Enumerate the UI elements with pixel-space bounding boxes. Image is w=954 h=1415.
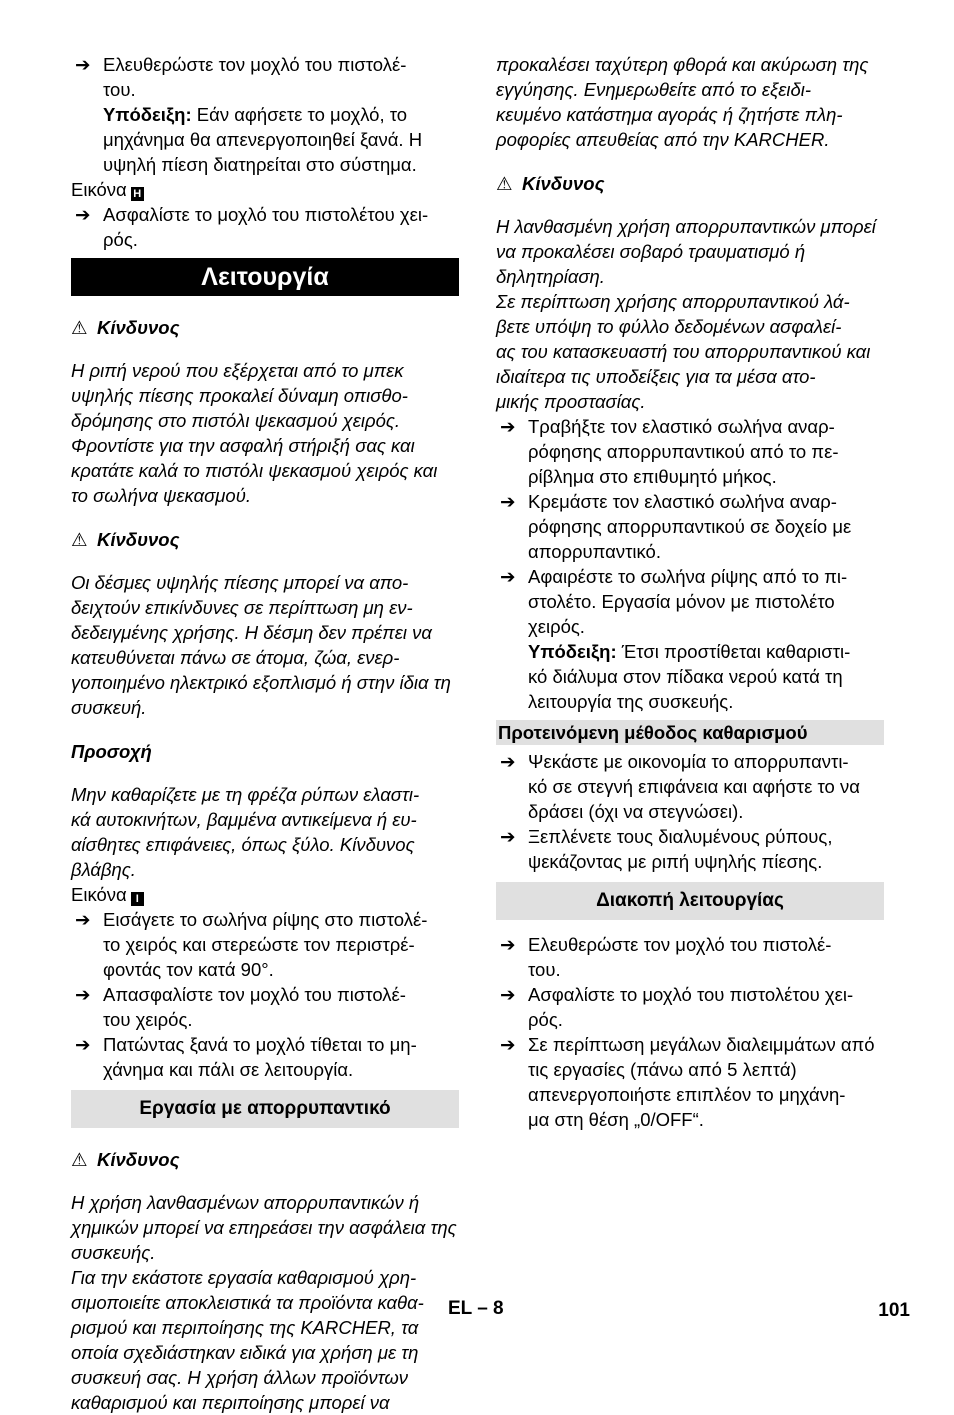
note: Υπόδειξη: Έτσι προστίθεται καθαριστι- κό διάλυμα στον πίδακα νερού κατά τη λειτουργία της συσκευής. [528, 641, 851, 712]
figure-ref: Εικόνα H [71, 177, 459, 202]
right-arrow-icon: ➔ [500, 416, 516, 437]
right-arrow-icon: ➔ [75, 54, 91, 75]
detergent-text: Για την εκάστοτε εργασία καθαρισμού χρη- σιμοποιείτε αποκλειστικά τα προϊόντα καθα- ρισμού και περιποίησης της KARCHER, τα οποία σχεδιάστηκαν ειδικά για χρήση με τη συσκευή σας. Η χρήση άλλων προϊόντων καθαρισμού και περιποίησης μπορεί να [71, 1267, 424, 1413]
section-heading-operation: Λειτουργία [71, 258, 459, 296]
list-item: ➔ Ελευθερώστε τον μοχλό του πιστολέ- του. [500, 934, 832, 980]
caution-heading: Προσοχή [71, 740, 152, 762]
list-item: ➔ Ξεπλένετε τους διαλυμένους ρύπους, ψεκάζοντας με ριπή υψηλής πίεσης. [500, 826, 833, 872]
section-heading-detergent: Εργασία με απορρυπαντικό [71, 1090, 459, 1128]
danger-text: Οι δέσμες υψηλής πίεσης μπορεί να απο- δειχτούν επικίνδυνες σε περίπτωση μη εν- δεδειγμένης χρήσης. Η δέσμη δεν πρέπει να κατευθύνεται πάνω σε άτομα, ζώα, ενερ- γοποιημένο ηλεκτρικό εξοπλισμό ή στην ίδια τη συσκευή. [71, 572, 451, 718]
section-heading-shutdown: Διακοπή λειτουργίας [496, 882, 884, 920]
right-arrow-icon: ➔ [500, 491, 516, 512]
right-arrow-icon: ➔ [500, 826, 516, 847]
right-arrow-icon: ➔ [500, 1034, 516, 1055]
right-arrow-icon: ➔ [500, 566, 516, 587]
list-item: ➔ Αφαιρέστε το σωλήνα ρίψης από το πι- στολέτο. Εργασία μόνον με πιστολέτο χειρός. [500, 566, 848, 637]
list-item: ➔ Τραβήξτε τον ελαστικό σωλήνα αναρ- ρόφησης απορρυπαντικού από το πε- ρίβλημα στο επιθυμητό μήκος. [500, 416, 839, 487]
danger-heading: ⚠ Κίνδυνος [496, 172, 605, 194]
page-number: 101 [878, 1300, 910, 1321]
danger-text: Η χρήση λανθασμένων απορρυπαντικών ή χημικών μπορεί να επηρεάσει την ασφάλεια της συσκευής. [71, 1192, 457, 1263]
note: Υπόδειξη: Εάν αφήσετε το μοχλό, το μηχάνημα θα απενεργοποιηθεί ξανά. Η υψηλή πίεση διατηρείται στο σύστημα. [103, 104, 423, 175]
danger-text: Η ριπή νερού που εξέρχεται από το μπεκ υψηλής πίεσης προκαλεί δύναμη οπισθο- δρόμησης στο πιστόλι ψεκασμού χειρός. Φροντίστε για την ασφαλή στήριξή σας και κρατάτε καλά το πιστόλι ψεκασμού χειρός και το σωλήνα ψεκασμού. [71, 360, 438, 506]
list-item: ➔ Σε περίπτωση μεγάλων διαλειμμάτων από τις εργασίες (πάνω από 5 λεπτά) απενεργοποιήστε επιπλέον το μηχάνη- μα στη θέση „0/OFF“. [500, 1034, 875, 1130]
caution-text: Μην καθαρίζετε με τη φρέζα ρύπων ελαστι- κά αυτοκινήτων, βαμμένα αντικείμενα ή ευ- αίσθητες επιφάνειες, όπως ξύλο. Κίνδυνος βλάβης. [71, 784, 420, 880]
list-item: ➔ Ψεκάστε με οικονομία το απορρυπαντι- κό σε στεγνή επιφάνεια και αφήστε το να δράσει (όχι να στεγνώσει). [500, 751, 860, 822]
figure-ref: Εικόνα I [71, 882, 459, 907]
list-item: ➔ Πατώντας ξανά το μοχλό τίθεται το μη- χάνημα και πάλι σε λειτουργία. [75, 1034, 417, 1080]
right-column [496, 52, 884, 1132]
msds-text: Σε περίπτωση χρήσης απορρυπαντικού λά- βετε υπόψη το φύλλο δεδομένων ασφαλεί- ας του κατασκευαστή του απορρυπαντικού και ιδιαίτερα τις υποδείξεις για τα μέσα ατο- μικής προστασίας. [496, 291, 871, 412]
right-arrow-icon: ➔ [75, 909, 91, 930]
left-column [71, 52, 459, 1415]
continued-text: προκαλέσει ταχύτερη φθορά και ακύρωση της εγγύησης. Ενημερωθείτε από το εξειδι- κευμένο κατάστημα αγοράς ή ζητήστε πλη- ροφορίες απευθείας από την KARCHER. [496, 54, 869, 150]
figure-ref-box: H [131, 187, 144, 201]
list-item: ➔ Εισάγετε το σωλήνα ρίψης στο πιστολέ- το χειρός και στερεώστε τον περιστρέ- φοντάς τον κατά 90°. [75, 909, 428, 980]
danger-text: Η λανθασμένη χρήση απορρυπαντικών μπορεί να προκαλέσει σοβαρό τραυματισμό ή δηλητηρίαση. [496, 216, 876, 287]
list-item: ➔ Ελευθερώστε τον μοχλό του πιστολέ- του. [75, 54, 407, 100]
right-arrow-icon: ➔ [75, 984, 91, 1005]
footer-language-page: EL – 8 [448, 1298, 504, 1319]
danger-heading: ⚠ Κίνδυνος [71, 316, 180, 338]
warning-triangle-icon: ⚠ [71, 528, 88, 550]
danger-heading: ⚠ Κίνδυνος [71, 1148, 180, 1170]
warning-triangle-icon: ⚠ [71, 1148, 88, 1170]
list-item: ➔ Ασφαλίστε το μοχλό του πιστολέτου χει- ρός. [75, 204, 429, 250]
danger-heading: ⚠ Κίνδυνος [71, 528, 180, 550]
right-arrow-icon: ➔ [500, 934, 516, 955]
list-item: ➔ Απασφαλίστε τον μοχλό του πιστολέ- του χειρός. [75, 984, 406, 1030]
list-item: ➔ Ασφαλίστε το μοχλό του πιστολέτου χει- ρός. [500, 984, 854, 1030]
figure-ref-box: I [131, 892, 144, 906]
section-heading-method: Προτεινόμενη μέθοδος καθαρισμού [496, 720, 884, 745]
right-arrow-icon: ➔ [500, 751, 516, 772]
right-arrow-icon: ➔ [75, 1034, 91, 1055]
warning-triangle-icon: ⚠ [71, 316, 88, 338]
right-arrow-icon: ➔ [500, 984, 516, 1005]
list-item: ➔ Κρεμάστε τον ελαστικό σωλήνα αναρ- ρόφησης απορρυπαντικού σε δοχείο με απορρυπαντικό. [500, 491, 852, 562]
right-arrow-icon: ➔ [75, 204, 91, 225]
warning-triangle-icon: ⚠ [496, 172, 513, 194]
